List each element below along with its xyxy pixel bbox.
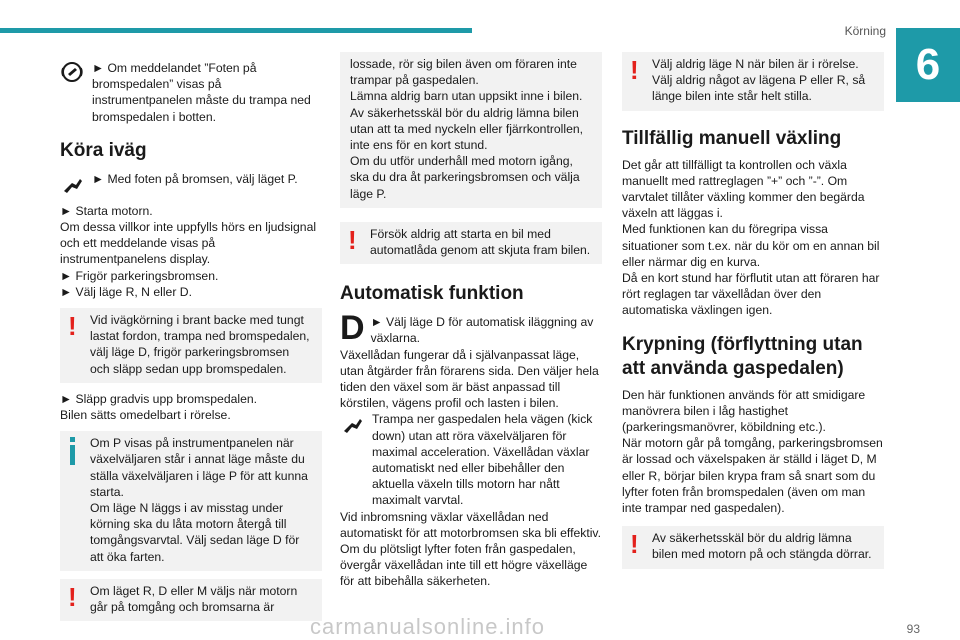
kora-step-3: ► Frigör parkeringsbromsen. [60,268,219,283]
warning-cont-4: Om du utför underhåll med motorn igång, ska du dra åt parkeringsbromsen och välja läge P. [350,154,580,201]
accelerator-pedal-icon [340,411,364,435]
warning-icon [68,314,80,336]
manual-text-3: Då en kort stund har förflutit utan att föraren har rört reglagen tar växellådan över den automatiska växlingen igen. [622,271,880,318]
creep-text-1: Den här funktionen används för att smidigare manövrera bilen i låg hastighet (parkeringsmanövrer, köbildning etc.). [622,387,866,435]
watermark: carmanualsonline.info [310,614,546,639]
heading-krypning: Krypning (förflyttning utan att använda gaspedalen) [622,333,863,379]
info-text-2: Om läge N läggs i av misstag under körning ska du låta motorn återgå till tomgångsvarvtal. Välj sedan läge D för att öka farten. [90,501,300,564]
release-note: Bilen sätts omedelbart i rörelse. [60,408,231,423]
warning-icon [630,532,642,554]
brake-message-text: ► Om meddelandet ”Foten på bromspedalen” visas på instrumentpanelen måste du trampa ned bromspedalen i botten. [92,61,311,124]
kickdown-row [340,411,602,508]
kora-step-1 [60,171,322,195]
kora-step-2: ► Starta motorn. [60,203,153,218]
heading-automatisk-funktion: Automatisk funktion [340,283,524,305]
column-2 [340,52,602,590]
warning-text: Försök aldrig att starta en bil med automatlåda genom att skjuta fram bilen. [370,226,591,258]
warning-text: Av säkerhetsskäl bör du aldrig lämna bilen med motorn på och stängda dörrar. [652,531,872,562]
warning-cont-2: Lämna aldrig barn utan uppsikt inne i bilen. [350,89,583,104]
warning-box-continued [340,52,602,208]
column-3 [622,52,884,569]
warning-cont-1: lossade, rör sig bilen även om föraren inte trampar på gaspedalen. [350,57,577,88]
release-step: ► Släpp gradvis upp bromspedalen. [60,391,258,406]
kora-note: Om dessa villkor inte uppfylls hörs en ljudsignal och ett meddelande visas på instrumentpanelens display. [60,220,317,267]
chapter-number: 6 [896,28,960,102]
kora-step-4: ► Välj läge R, N eller D. [60,284,192,299]
auto-section [340,309,602,589]
manual-text-1: Det går att tillfälligt ta kontrollen och växla manuellt med rattreglagen ”+” och ”-”. Om varvtalet tillåter växling kommer den begärda växeln att läggas i. [622,157,865,221]
kora-step-1-text: ► Med foten på bromsen, välj läget P. [92,171,298,186]
warning-box-creep [622,526,884,568]
brake-pedal-warning-icon [60,60,84,84]
warning-box-idle [60,579,322,621]
heading-manuell-vaxling: Tillfällig manuell växling [622,127,842,149]
warning-cont-3: Av säkerhetsskäl bör du aldrig lämna bilen utan att ta med nyckeln eller fjärrkontrollen, inte ens för en kort stund. [350,105,584,153]
warning-text: Vid ivägkörning i brant backe med tungt lastat fordon, trampa ned bromspedalen, välj läge D, frigör parkeringsbromsen och släpp sedan upp bromspedalen. [90,313,310,376]
section-title: Körning [844,24,886,38]
warning-icon [68,585,80,607]
auto-step-1: ► Välj läge D för automatisk iläggning av växlarna. [370,315,594,346]
heading-kora-ivag: Köra iväg [60,139,147,161]
foot-on-brake-icon [60,171,84,195]
info-text-1: Om P visas på instrumentpanelen när växelväljaren står i annat läge måste du ställa växelväljaren i läge P för att kunna starta. [90,436,308,499]
auto-text-5: Om du plötsligt lyfter foten från gaspedalen, övergår växellådan inte till ett högre växelläge för att bibehålla säkerheten. [340,542,588,589]
warning-box-hill-start [60,308,322,383]
page-number: 93 [906,622,920,636]
warning-box-push-start [340,222,602,264]
warning-icon [630,58,642,80]
info-box-p-display [60,431,322,571]
kickdown-text: Trampa ner gaspedalen hela vägen (kick down) utan att röra växelväljaren för maximal acceleration. Växellådan växlar automatiskt ned eller bibehåller den aktuella växeln tills motorn har nått maximalt varvtal. [372,412,593,508]
brake-message [60,60,322,125]
warning-icon [348,228,360,250]
auto-text-4: Vid inbromsning växlar växellådan ned automatiskt för att motorbromsen ska bli effektiv. [340,509,602,540]
creep-text-2: När motorn går på tomgång, parkeringsbromsen är lossad och växelspaken är ställd i läget D, M eller R, börjar bilen krypa fram så snart som du lyfter foten från bromspedalen (även om man inte trampar ned gaspedalen). [622,436,883,516]
auto-text-2: Växellådan fungerar då i självanpassat läge, utan åtgärder från förarens sida. Den väljer hela tiden den växel som är bäst anpassad till körstilen, vägens profil och lasten i bilen. [340,347,599,411]
header-accent-bar [0,28,472,33]
warning-text: Välj aldrig läge N när bilen är i rörelse. Välj aldrig något av lägena P eller R, så länge bilen inte står helt stilla. [652,57,866,104]
drive-mode-d-icon: D [340,309,365,348]
manual-text-2: Med funktionen kan du föregripa vissa situationer som t.ex. när du kör om en annan bil eller närmar dig en kurva. [622,222,880,269]
info-icon-dot [70,437,75,442]
info-icon [70,445,75,465]
warning-box-neutral [622,52,884,111]
column-1 [60,40,322,621]
warning-text: Om läget R, D eller M väljs när motorn går på tomgång och bromsarna är [90,583,298,615]
